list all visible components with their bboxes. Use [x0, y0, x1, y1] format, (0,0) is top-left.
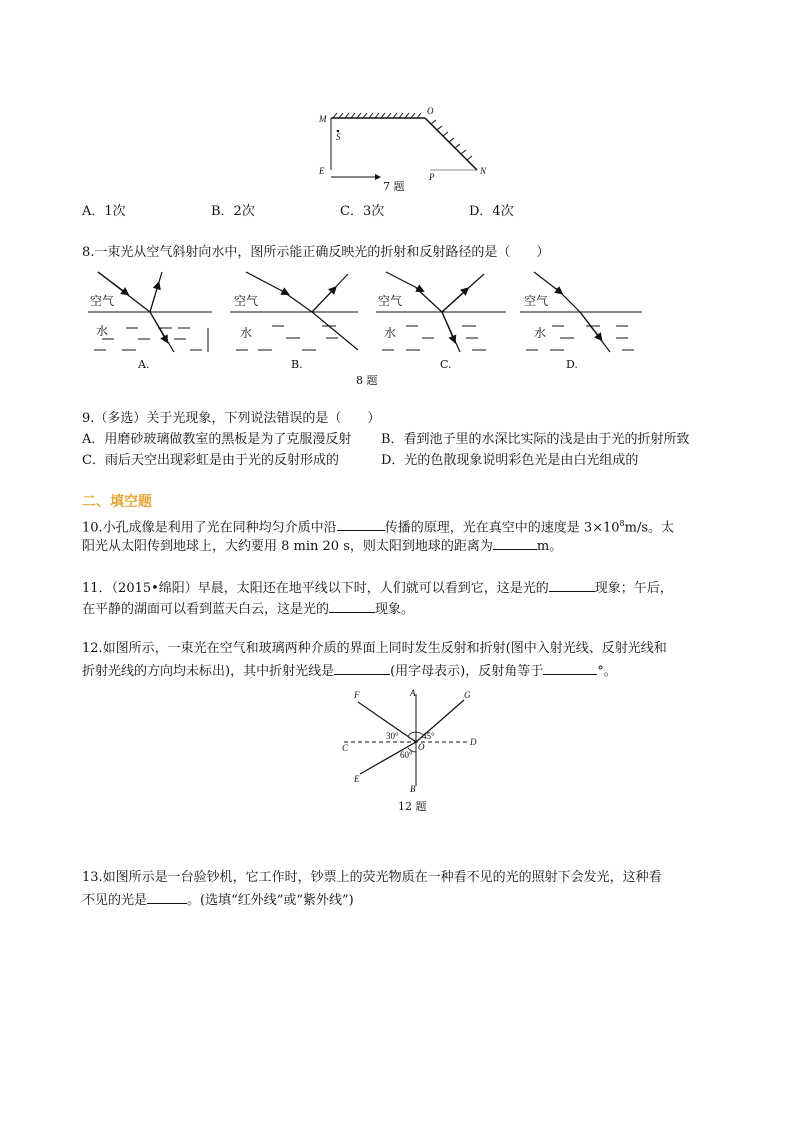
q8-figures — [86, 268, 646, 360]
label-O: O — [427, 106, 434, 116]
q8-option-label-d[interactable]: D. — [566, 358, 578, 371]
label-F: F — [354, 690, 360, 700]
q7-option-d[interactable]: D．4次 — [469, 204, 514, 219]
q10-text-2b: m。 — [536, 539, 563, 554]
label-G: G — [464, 690, 471, 700]
q8-option-label-c[interactable]: C. — [440, 358, 452, 371]
q11-text-1b: 现象；午后， — [594, 581, 673, 596]
q13-line1: 13.如图所示是一台验钞机，它工作时，钞票上的荧光物质在一种看不见的光的照射下会发光，这种看 — [82, 870, 662, 885]
label-E: E — [319, 166, 325, 176]
q12-caption: 12 题 — [398, 800, 427, 813]
q12-line2 — [82, 662, 617, 680]
q10-text-2a: 阳光从太阳传到地球上，大约要用 8 min 20 s，则太阳到地球的距离为 — [82, 539, 493, 554]
q10-text-1c: m/s。太 — [624, 520, 675, 536]
q12-line1: 12.如图所示，一束光在空气和玻璃两种介质的界面上同时发生反射和折射(图中入射光线、反射光线和 — [82, 641, 667, 656]
q8-option-label-b[interactable]: B. — [291, 358, 303, 371]
label-A: A — [410, 688, 416, 698]
q10-blank-1[interactable] — [337, 518, 385, 531]
q8-option-label-a[interactable]: A. — [138, 358, 150, 371]
q11-blank-2[interactable] — [329, 600, 375, 613]
section-heading: 二、填空题 — [82, 494, 152, 510]
label-P: P — [429, 172, 435, 182]
q13-line2 — [82, 891, 354, 909]
q10-line2 — [82, 537, 562, 555]
water-label-a: 水 — [96, 324, 109, 338]
air-label-c: 空气 — [378, 294, 403, 308]
q7-option-a[interactable]: A．1次 — [82, 204, 126, 219]
q9-option-d[interactable]: D．光的色散现象说明彩色光是由白光组成的 — [381, 453, 639, 468]
label-E: E — [354, 774, 360, 784]
angle-60: 60° — [400, 750, 413, 760]
q10-exponent: 8 — [619, 519, 625, 528]
q12-text-2a: 折射光线的方向均未标出)，其中折射光线是 — [82, 664, 335, 679]
q11-line1 — [82, 579, 673, 597]
q7-figure — [315, 104, 495, 192]
air-label-d: 空气 — [524, 294, 549, 308]
angle-30: 30° — [386, 731, 399, 741]
q12-figure — [336, 688, 486, 814]
figure-caption: 7 题 — [383, 180, 405, 193]
label-B: B — [410, 784, 416, 794]
q13-text-2a: 不见的光是 — [82, 893, 148, 908]
q9-option-a[interactable]: A．用磨砂玻璃做教室的黑板是为了克服漫反射 — [82, 432, 352, 447]
q13-blank[interactable] — [147, 891, 187, 904]
label-S: S — [336, 132, 341, 142]
water-label-d: 水 — [534, 326, 547, 340]
label-O: O — [418, 742, 425, 752]
angle-45: 45° — [422, 731, 435, 741]
label-C: C — [342, 743, 349, 753]
q12-blank-2[interactable] — [543, 662, 597, 675]
q11-line2 — [82, 600, 414, 618]
q7-option-c[interactable]: C．3次 — [340, 204, 385, 219]
q12-text-2b: (用字母表示)，反射角等于 — [390, 664, 544, 679]
water-label-c: 水 — [384, 326, 397, 340]
air-label-a: 空气 — [90, 294, 115, 308]
water-label-b: 水 — [240, 326, 253, 340]
label-N: N — [480, 166, 487, 176]
refraction-diagrams — [86, 268, 646, 360]
q11-text-2b: 现象。 — [375, 602, 415, 617]
label-M: M — [319, 114, 327, 124]
q10-line1 — [82, 516, 674, 536]
q10-blank-2[interactable] — [493, 537, 537, 550]
q11-text-2a: 在平静的湖面可以看到蓝天白云，这是光的 — [82, 602, 330, 617]
q7-option-b[interactable]: B．2次 — [211, 204, 255, 219]
q12-blank-1[interactable] — [334, 662, 390, 675]
mirror-diagram — [315, 104, 495, 192]
q9-option-c[interactable]: C．雨后天空出现彩虹是由于光的反射形成的 — [82, 453, 339, 468]
air-label-b: 空气 — [234, 294, 259, 308]
q11-text-1a: 11．（2015•绵阳）早晨，太阳还在地平线以下时，人们就可以看到它，这是光的 — [82, 581, 549, 596]
q9-option-b[interactable]: B．看到池子里的水深比实际的浅是由于光的折射所致 — [381, 432, 690, 447]
q12-text-2c: °。 — [597, 664, 617, 679]
q10-text-1b: 传播的原理，光在真空中的速度是 3×10 — [384, 520, 620, 536]
q9-stem: 9.（多选）关于光现象，下列说法错误的是（ ） — [82, 411, 381, 426]
label-D: D — [470, 737, 477, 747]
diagram-a — [88, 272, 212, 352]
q13-text-2b: 。(选填“红外线”或“紫外线”) — [187, 893, 354, 908]
q8-caption: 8 题 — [356, 374, 378, 387]
q8-stem: 8.一束光从空气斜射向水中，图所示能正确反映光的折射和反射路径的是（ ） — [82, 245, 550, 260]
q10-text-1a: 10.小孔成像是利用了光在同种均匀介质中沿 — [82, 520, 337, 536]
q11-blank-1[interactable] — [549, 579, 595, 592]
